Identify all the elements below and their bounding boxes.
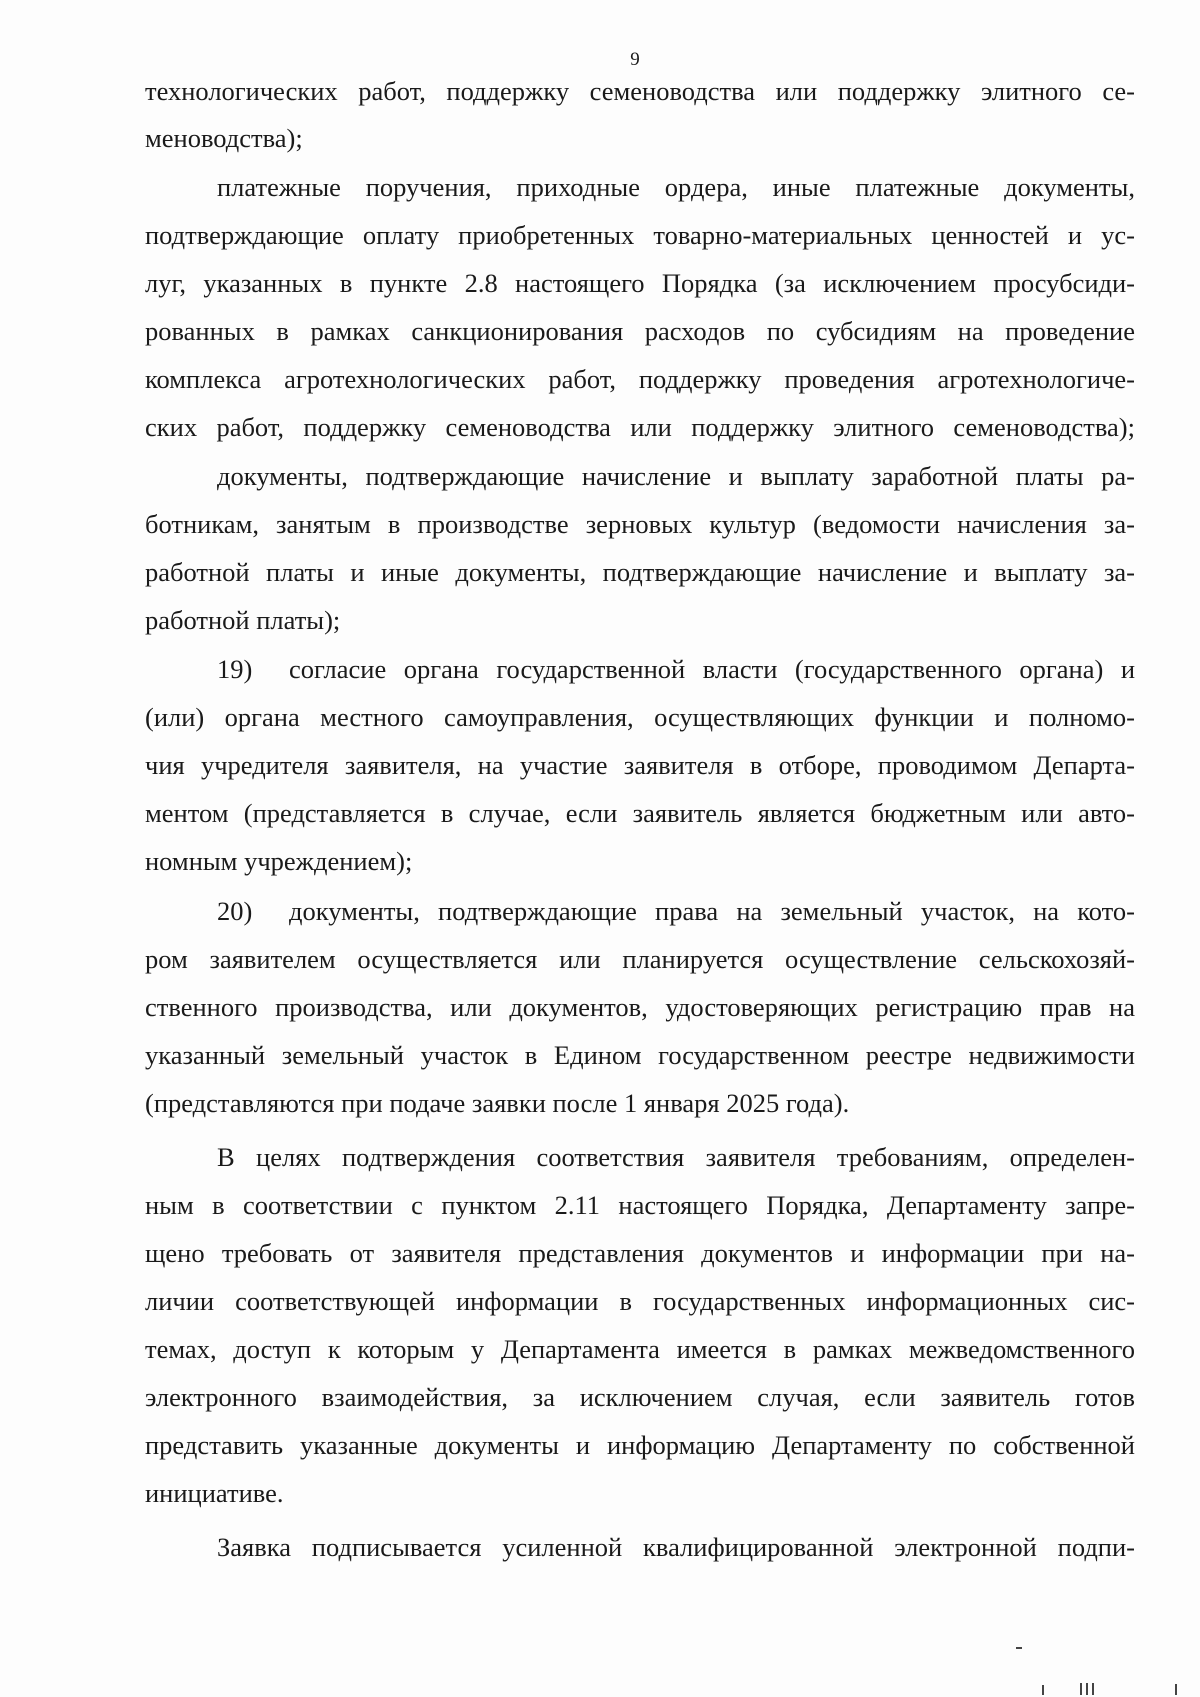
text-line: луг, указанных в пункте 2.8 настоящего Порядка (за исключением просубсиди- xyxy=(145,268,1135,298)
scan-mark xyxy=(1080,1683,1082,1695)
list-item-20 xyxy=(217,894,1135,928)
text-line: инициативе. xyxy=(145,1478,284,1508)
scan-mark xyxy=(1092,1683,1094,1695)
list-item-number: 19) xyxy=(217,654,253,684)
scan-mark xyxy=(1086,1683,1088,1695)
text-line: (представляются при подаче заявки после 1 января 2025 года). xyxy=(145,1088,850,1118)
list-item-19 xyxy=(217,652,1135,686)
text-line: чия учредителя заявителя, на участие заявителя в отборе, проводимом Департа- xyxy=(145,750,1135,780)
text-line: ботникам, занятым в производстве зерновых культур (ведомости начисления за- xyxy=(145,509,1135,539)
text-line: (или) органа местного самоуправления, осуществляющих функции и полномо- xyxy=(145,702,1135,732)
list-item-text: документы, подтверждающие права на земельный участок, на кото- xyxy=(289,896,1135,926)
page-number: 9 xyxy=(630,49,640,70)
text-line: работной платы); xyxy=(145,605,341,635)
text-line: личии соответствующей информации в государственных информационных сис- xyxy=(145,1286,1135,1316)
text-line: указанный земельный участок в Едином государственном реестре недвижимости xyxy=(145,1040,1135,1070)
list-item-text: согласие органа государственной власти (государственного органа) и xyxy=(289,654,1135,684)
text-line: меноводства); xyxy=(145,123,303,153)
text-line: представить указанные документы и информацию Департаменту по собственной xyxy=(145,1430,1135,1460)
text-line: ром заявителем осуществляется или планируется осуществление сельскохозяй- xyxy=(145,944,1135,974)
text-line: электронного взаимодействия, за исключением случая, если заявитель готов xyxy=(145,1382,1135,1412)
text-line: технологических работ, поддержку семеноводства или поддержку элитного се- xyxy=(145,76,1135,106)
text-line: темах, доступ к которым у Департамента имеется в рамках межведомственного xyxy=(145,1334,1135,1364)
text-line: ственного производства, или документов, удостоверяющих регистрацию прав на xyxy=(145,992,1135,1022)
paragraph-first-line: Заявка подписывается усиленной квалифицированной электронной подпи- xyxy=(217,1532,1135,1562)
list-item-number: 20) xyxy=(217,896,253,926)
text-line: подтверждающие оплату приобретенных товарно-материальных ценностей и ус- xyxy=(145,220,1135,250)
scan-mark xyxy=(1042,1685,1044,1695)
text-line: рованных в рамках санкционирования расходов по субсидиям на проведение xyxy=(145,316,1135,346)
scan-mark xyxy=(1016,1647,1022,1649)
text-line: щено требовать от заявителя представления документов и информации при на- xyxy=(145,1238,1135,1268)
paragraph-first-line: В целях подтверждения соответствия заявителя требованиям, определен- xyxy=(217,1142,1135,1172)
text-line: ным в соответствии с пунктом 2.11 настоящего Порядка, Департаменту запре- xyxy=(145,1190,1135,1220)
paragraph-first-line: платежные поручения, приходные ордера, иные платежные документы, xyxy=(217,172,1135,202)
paragraph-first-line: документы, подтверждающие начисление и выплату заработной платы ра- xyxy=(217,461,1135,491)
text-line: ментом (представляется в случае, если заявитель является бюджетным или авто- xyxy=(145,798,1135,828)
text-line: ских работ, поддержку семеноводства или поддержку элитного семеноводства); xyxy=(145,412,1135,442)
scan-mark xyxy=(1175,1684,1177,1695)
text-line: комплекса агротехнологических работ, поддержку проведения агротехнологиче- xyxy=(145,364,1135,394)
text-line: номным учреждением); xyxy=(145,846,413,876)
text-line: работной платы и иные документы, подтверждающие начисление и выплату за- xyxy=(145,557,1135,587)
